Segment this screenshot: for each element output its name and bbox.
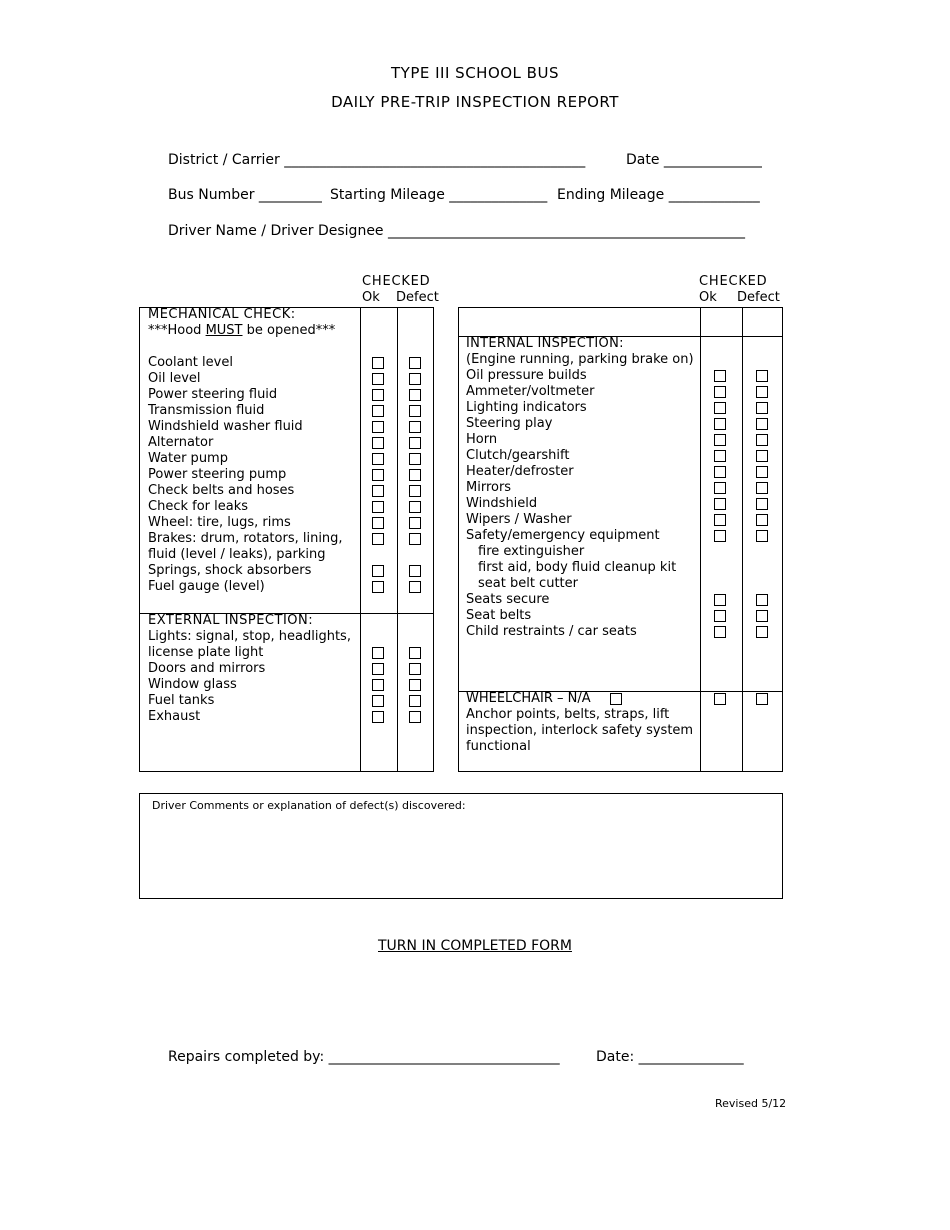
external-item: Lights: signal, stop, headlights, [148,629,351,644]
right-ok-column-divider [700,307,701,772]
internal-ok-checkbox[interactable] [714,482,726,494]
mechanical-ok-checkbox[interactable] [372,357,384,369]
mechanical-defect-checkbox[interactable] [409,581,421,593]
internal-subitem: first aid, body fluid cleanup kit [478,560,677,575]
mechanical-item: Windshield washer fluid [148,419,303,434]
internal-defect-checkbox[interactable] [756,402,768,414]
mechanical-defect-checkbox[interactable] [409,469,421,481]
external-defect-checkbox[interactable] [409,711,421,723]
mechanical-defect-checkbox[interactable] [409,389,421,401]
mechanical-defect-checkbox[interactable] [409,533,421,545]
external-defect-checkbox[interactable] [409,663,421,675]
hood-notice-suffix: be opened*** [242,323,336,338]
internal-ok-checkbox[interactable] [714,498,726,510]
external-ok-checkbox[interactable] [372,695,384,707]
mechanical-item: Check belts and hoses [148,483,295,498]
internal-item: Safety/emergency equipment [466,528,660,543]
mechanical-item: Coolant level [148,355,233,370]
internal-item: Ammeter/voltmeter [466,384,595,399]
internal-ok-checkbox[interactable] [714,450,726,462]
internal-defect-checkbox[interactable] [756,482,768,494]
mechanical-item: Water pump [148,451,228,466]
internal-subitem: seat belt cutter [478,576,578,591]
internal-defect-checkbox[interactable] [756,626,768,638]
external-defect-checkbox[interactable] [409,679,421,691]
internal-ok-checkbox[interactable] [714,514,726,526]
mechanical-defect-checkbox[interactable] [409,437,421,449]
internal-ok-checkbox[interactable] [714,530,726,542]
mechanical-defect-checkbox[interactable] [409,373,421,385]
mechanical-defect-checkbox[interactable] [409,421,421,433]
internal-item: Windshield [466,496,538,511]
left-ok-column-divider [360,307,361,772]
internal-ok-checkbox[interactable] [714,610,726,622]
mechanical-defect-checkbox[interactable] [409,517,421,529]
mechanical-item: Fuel gauge (level) [148,579,265,594]
hood-notice [148,323,335,339]
internal-subitem: fire extinguisher [478,544,585,559]
internal-defect-checkbox[interactable] [756,466,768,478]
internal-item: Wipers / Washer [466,512,572,527]
right-defect-column-divider [742,307,743,772]
wheelchair-defect-checkbox[interactable] [756,693,768,705]
wheelchair-line-2: inspection, interlock safety system [466,723,694,738]
mechanical-ok-checkbox[interactable] [372,373,384,385]
right-ok-label: Ok [699,290,717,305]
left-checked-label: CHECKED [362,274,431,289]
mechanical-item: Power steering pump [148,467,287,482]
mechanical-ok-checkbox[interactable] [372,485,384,497]
mechanical-ok-checkbox[interactable] [372,405,384,417]
internal-ok-checkbox[interactable] [714,434,726,446]
internal-defect-checkbox[interactable] [756,530,768,542]
turn-in-notice [0,938,950,954]
wheelchair-line-3: functional [466,739,531,754]
mechanical-item: fluid (level / leaks), parking [148,547,326,562]
repairs-date-field[interactable]: Date: _______________ [596,1049,744,1065]
district-carrier-field[interactable]: District / Carrier ___________________________________________ [168,152,586,168]
left-defect-label: Defect [396,290,439,305]
external-item: Fuel tanks [148,693,215,708]
wheelchair-line-1: Anchor points, belts, straps, lift [466,707,670,722]
internal-defect-checkbox[interactable] [756,498,768,510]
external-ok-checkbox[interactable] [372,647,384,659]
mechanical-item: Check for leaks [148,499,249,514]
internal-ok-checkbox[interactable] [714,594,726,606]
internal-defect-checkbox[interactable] [756,418,768,430]
internal-defect-checkbox[interactable] [756,610,768,622]
internal-defect-checkbox[interactable] [756,514,768,526]
mechanical-ok-checkbox[interactable] [372,469,384,481]
mechanical-ok-checkbox[interactable] [372,581,384,593]
external-item: Exhaust [148,709,201,724]
internal-inspection-subtitle: (Engine running, parking brake on) [466,352,694,367]
date-field[interactable]: Date ______________ [626,152,762,168]
internal-defect-checkbox[interactable] [756,370,768,382]
mechanical-defect-checkbox[interactable] [409,453,421,465]
driver-name-field[interactable]: Driver Name / Driver Designee ___________________________________________________ [168,223,745,239]
internal-inspection-heading: INTERNAL INSPECTION: [466,336,624,351]
external-item: license plate light [148,645,264,660]
external-ok-checkbox[interactable] [372,663,384,675]
mechanical-ok-checkbox[interactable] [372,453,384,465]
form-subtitle: DAILY PRE-TRIP INSPECTION REPORT [331,93,619,111]
form-title: TYPE III SCHOOL BUS [391,64,559,82]
internal-item: Seats secure [466,592,550,607]
mechanical-ok-checkbox[interactable] [372,565,384,577]
bus-number-field[interactable]: Bus Number _________ [168,187,322,203]
mechanical-ok-checkbox[interactable] [372,533,384,545]
mechanical-item: Oil level [148,371,201,386]
mechanical-defect-checkbox[interactable] [409,485,421,497]
mechanical-defect-checkbox[interactable] [409,405,421,417]
turn-in-text: TURN IN COMPLETED FORM [378,938,572,954]
driver-comments-label: Driver Comments or explanation of defect(s) discovered: [152,799,466,812]
internal-defect-checkbox[interactable] [756,434,768,446]
mechanical-item: Power steering fluid [148,387,278,402]
internal-item: Clutch/gearshift [466,448,570,463]
internal-defect-checkbox[interactable] [756,594,768,606]
left-defect-column-divider [397,307,398,772]
internal-ok-checkbox[interactable] [714,370,726,382]
ending-mileage-field[interactable]: Ending Mileage _____________ [557,187,760,203]
mechanical-ok-checkbox[interactable] [372,389,384,401]
internal-item: Mirrors [466,480,512,495]
internal-item: Steering play [466,416,553,431]
right-defect-label: Defect [737,290,780,305]
mechanical-defect-checkbox[interactable] [409,357,421,369]
revision-note: Revised 5/12 [715,1097,787,1110]
wheelchair-heading: WHEELCHAIR – N/A [466,691,591,706]
internal-item: Seat belts [466,608,532,623]
mechanical-ok-checkbox[interactable] [372,501,384,513]
mechanical-check-heading: MECHANICAL CHECK: [148,307,296,322]
mechanical-ok-checkbox[interactable] [372,517,384,529]
external-defect-checkbox[interactable] [409,695,421,707]
internal-item: Oil pressure builds [466,368,587,383]
internal-item: Lighting indicators [466,400,587,415]
external-defect-checkbox[interactable] [409,647,421,659]
mechanical-ok-checkbox[interactable] [372,421,384,433]
mechanical-item: Springs, shock absorbers [148,563,312,578]
internal-item: Horn [466,432,498,447]
hood-notice-prefix: ***Hood [148,323,206,338]
internal-ok-checkbox[interactable] [714,418,726,430]
mechanical-item: Wheel: tire, lugs, rims [148,515,291,530]
repairs-completed-field[interactable]: Repairs completed by: _________________________________ [168,1049,560,1065]
internal-defect-checkbox[interactable] [756,386,768,398]
mechanical-defect-checkbox[interactable] [409,565,421,577]
external-ok-checkbox[interactable] [372,679,384,691]
external-item: Doors and mirrors [148,661,266,676]
internal-defect-checkbox[interactable] [756,450,768,462]
mechanical-defect-checkbox[interactable] [409,501,421,513]
internal-ok-checkbox[interactable] [714,626,726,638]
right-checked-label: CHECKED [699,274,768,289]
mechanical-item: Transmission fluid [148,403,265,418]
internal-ok-checkbox[interactable] [714,402,726,414]
internal-ok-checkbox[interactable] [714,386,726,398]
hood-must-emphasis: MUST [205,323,243,338]
wheelchair-na-checkbox[interactable] [610,693,622,705]
mechanical-item: Alternator [148,435,214,450]
wheelchair-ok-checkbox[interactable] [714,693,726,705]
internal-ok-checkbox[interactable] [714,466,726,478]
internal-item: Child restraints / car seats [466,624,637,639]
left-ok-label: Ok [362,290,380,305]
external-ok-checkbox[interactable] [372,711,384,723]
internal-item: Heater/defroster [466,464,574,479]
external-inspection-heading: EXTERNAL INSPECTION: [148,613,314,628]
mechanical-item: Brakes: drum, rotators, lining, [148,531,343,546]
starting-mileage-field[interactable]: Starting Mileage ______________ [330,187,548,203]
mechanical-ok-checkbox[interactable] [372,437,384,449]
external-item: Window glass [148,677,237,692]
